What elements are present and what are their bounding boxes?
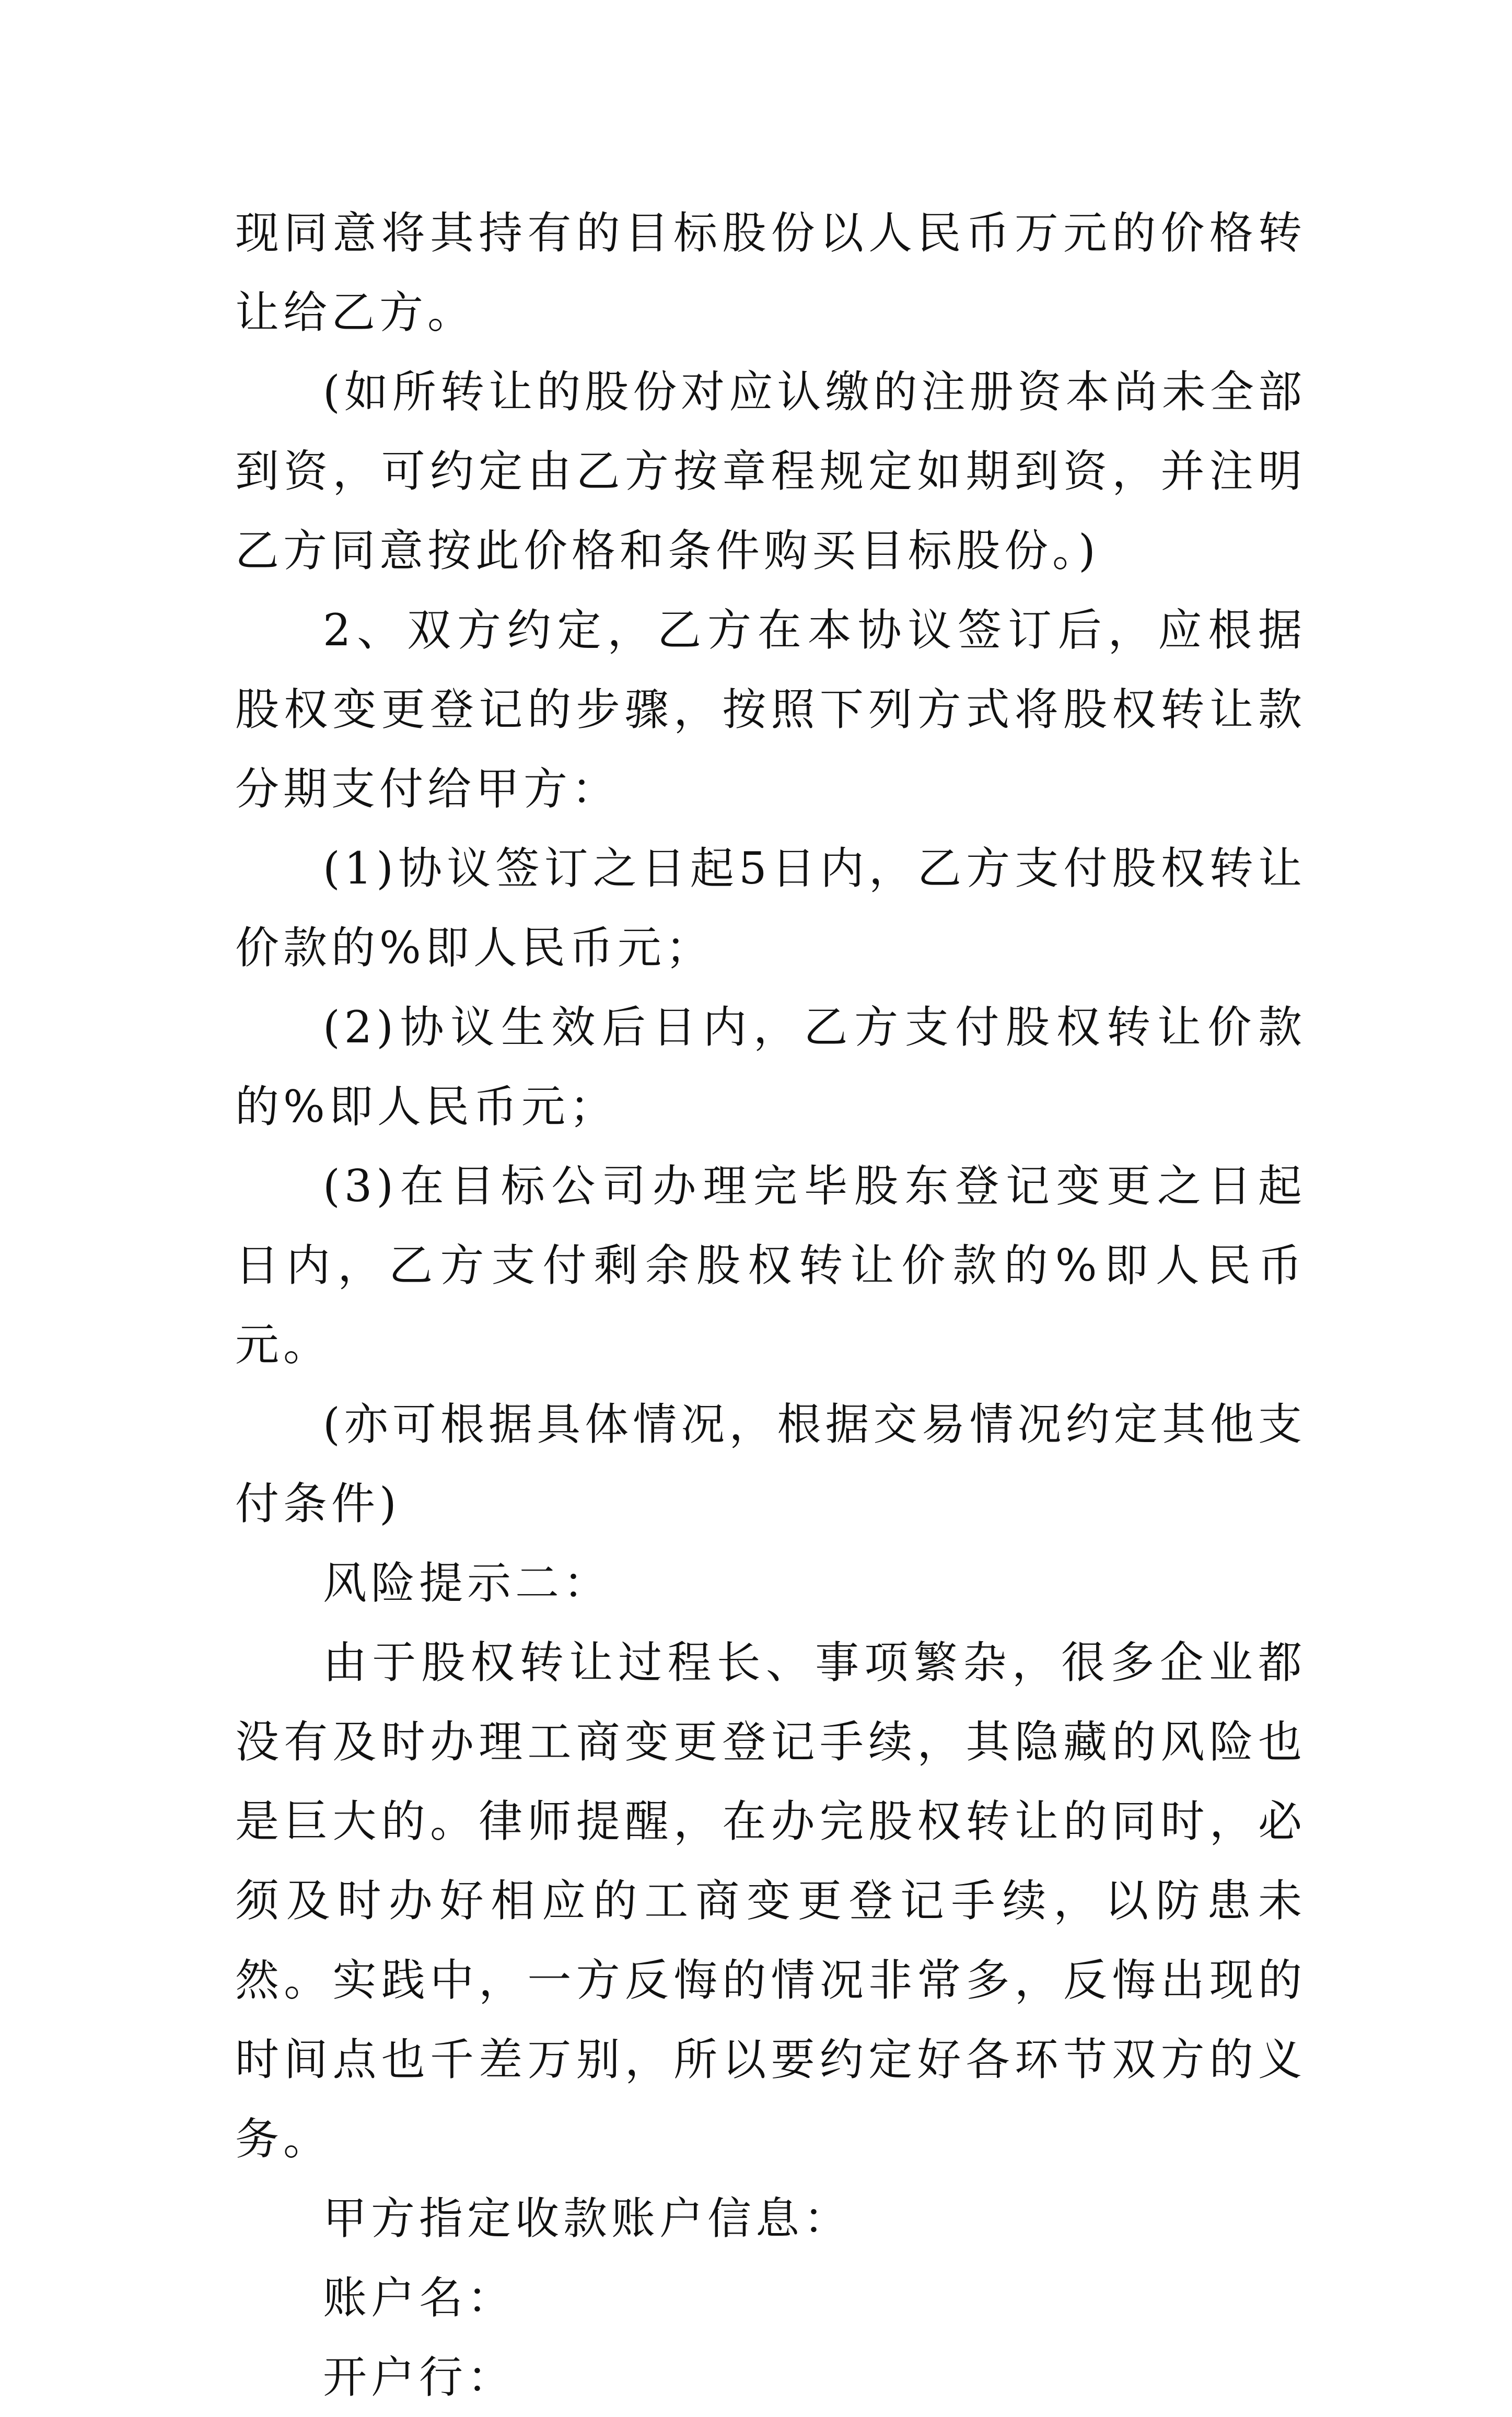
paragraph-bank: 开户行： bbox=[323, 2352, 516, 2403]
paragraph-price-transfer: 现同意将其持有的目标股份以人民币万元的价格转让给乙方。 bbox=[235, 207, 1306, 338]
paragraph-other-conditions: (亦可根据具体情况，根据交易情况约定其他支付条件) bbox=[235, 1399, 1306, 1529]
paragraph-payment-item-1: (1)协议签订之日起5日内，乙方支付股权转让价款的%即人民币元； bbox=[235, 843, 1306, 973]
paragraph-payment-item-2: (2)协议生效后日内，乙方支付股权转让价款的%即人民币元； bbox=[235, 1002, 1306, 1132]
document-body bbox=[235, 193, 1306, 2417]
paragraph-payment-item-3: (3)在目标公司办理完毕股东登记变更之日起日内，乙方支付剩余股权转让价款的%即人民币元。 bbox=[235, 1160, 1306, 1370]
paragraph-account-info: 甲方指定收款账户信息： bbox=[323, 2193, 852, 2244]
paragraph-capital-note: (如所转让的股份对应认缴的注册资本尚未全部到资，可约定由乙方按章程规定如期到资，并注明乙方同意按此价格和条件购买目标股份。) bbox=[235, 366, 1306, 576]
paragraph-account-name: 账户名： bbox=[323, 2272, 516, 2323]
paragraph-risk-body: 由于股权转让过程长、事项繁杂，很多企业都没有及时办理工商变更登记手续，其隐藏的风险也是巨大的。律师提醒，在办完股权转让的同时，必须及时办好相应的工商变更登记手续，以防患未然。实践中，一方反悔的情况非常多，反悔出现的时间点也千差万别，所以要约定好各环节双方的义务。 bbox=[235, 1637, 1306, 2165]
paragraph-payment-terms: 2、双方约定，乙方在本协议签订后，应根据股权变更登记的步骤，按照下列方式将股权转让款分期支付给甲方： bbox=[235, 605, 1306, 815]
paragraph-risk-heading: 风险提示二： bbox=[323, 1558, 612, 1609]
